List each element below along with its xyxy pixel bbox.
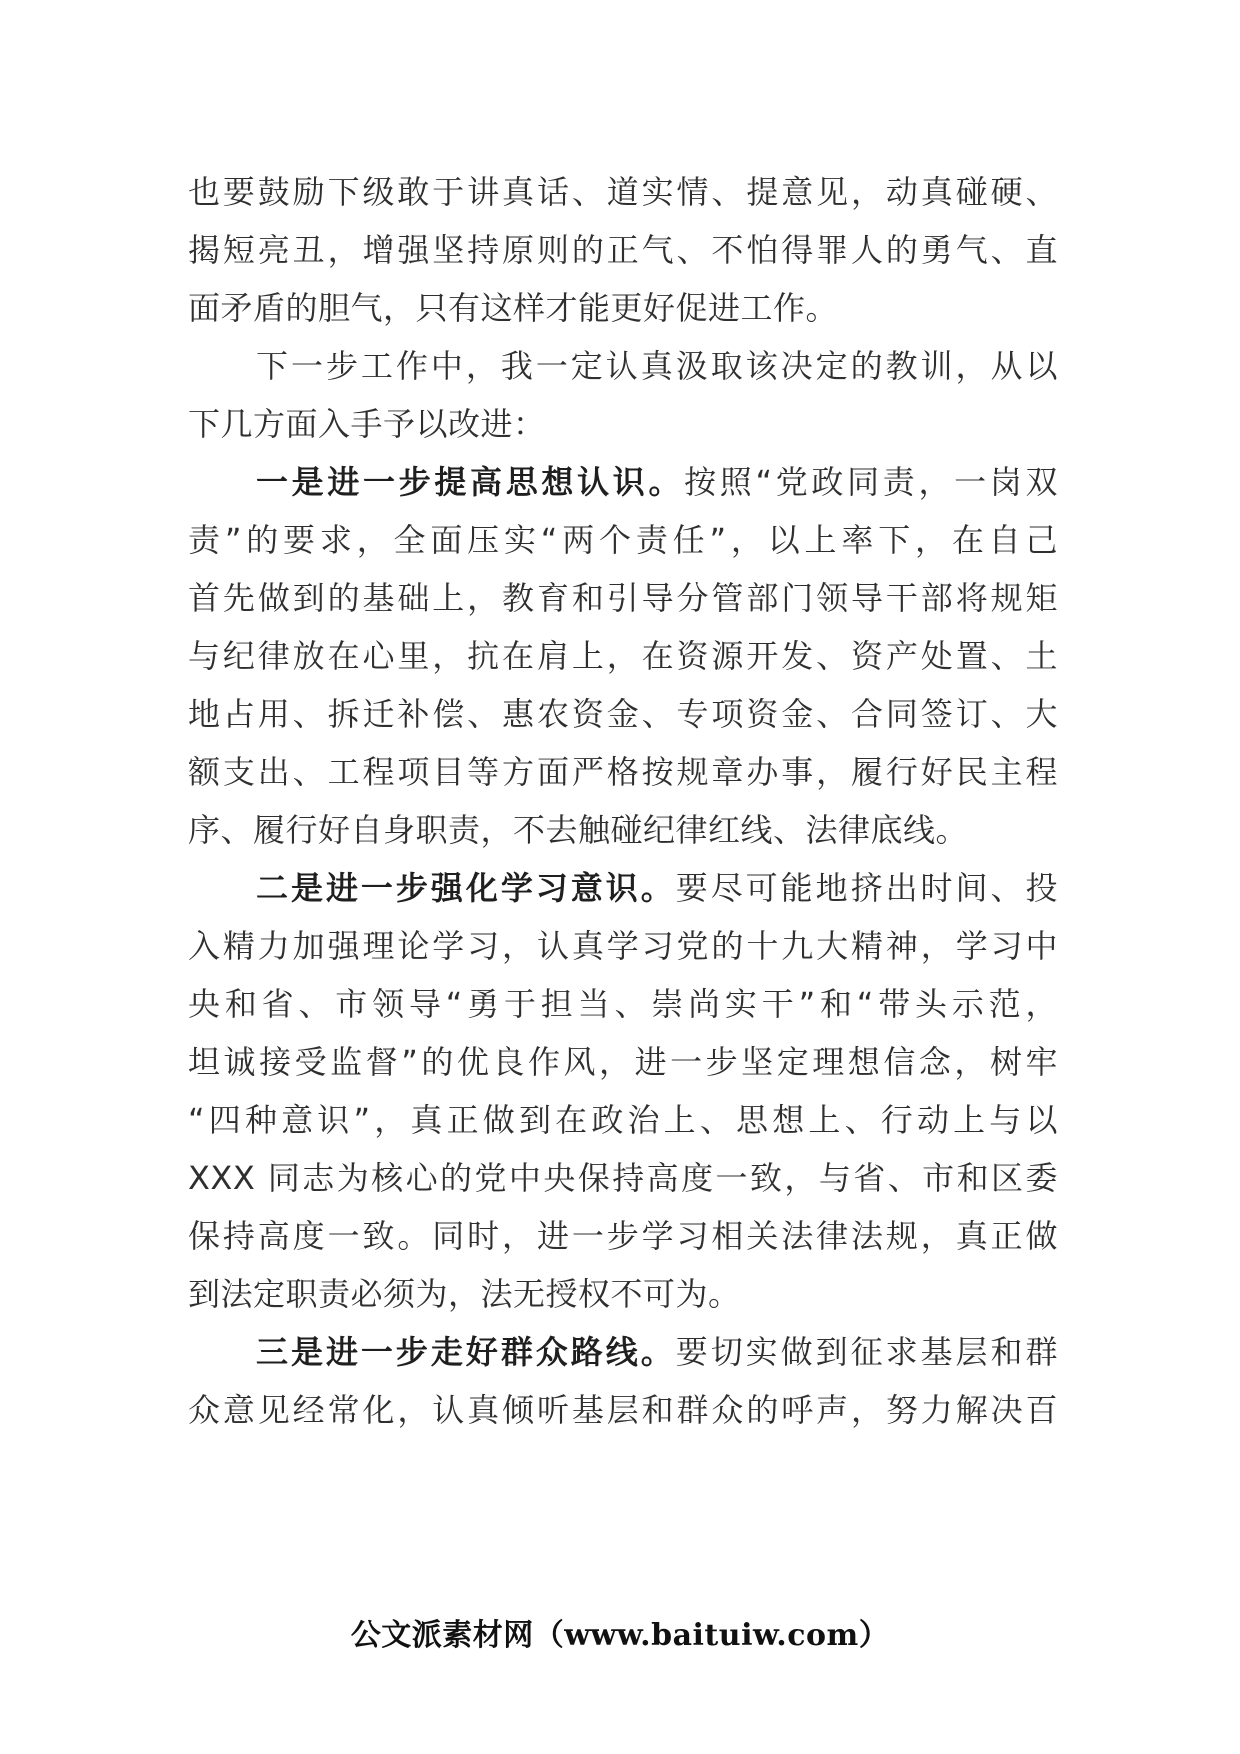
paragraph-first-line [256,858,1058,918]
text-line: 面矛盾的胆气，只有这样才能更好促进工作。 [188,289,839,327]
text-line: 到法定职责必须为，法无授权不可为。 [188,1275,741,1313]
text-line: 坦诚接受监督”的优良作风，进一步坚定理想信念，树牢 [188,1043,1058,1081]
section-heading-2: 二是进一步强化学习意识。 [256,869,676,907]
text-run: 要尽可能地挤出时间、投 [675,869,1058,907]
text-line: 保持高度一致。同时，进一步学习相关法律法规，真正做 [188,1217,1058,1255]
text-line: 央和省、市领导“勇于担当、崇尚实干”和“带头示范， [188,985,1058,1023]
text-line: 下几方面入手予以改进： [188,405,546,443]
text-run: 按照“党政同责，一岗双 [684,463,1058,501]
paragraph-first-line [256,452,1058,512]
text-line: 地占用、拆迁补偿、惠农资金、专项资金、合同签订、大 [188,695,1058,733]
text-run: 要切实做到征求基层和群 [675,1333,1058,1371]
footer-source-note: 公文派素材网（www.baituiw.com） [350,1618,890,1653]
text-line: XXX 同志为核心的党中央保持高度一致，与省、市和区委 [188,1159,1058,1197]
text-line: 揭短亮丑，增强坚持原则的正气、不怕得罪人的勇气、直 [188,231,1058,269]
text-line: 与纪律放在心里，抗在肩上，在资源开发、资产处置、土 [188,637,1058,675]
paragraph-first-line [256,1322,1058,1382]
text-line: 众意见经常化，认真倾听基层和群众的呼声，努力解决百 [188,1391,1058,1429]
paragraph-first-line: 下一步工作中，我一定认真汲取该决定的教训，从以 [256,347,1058,385]
text-line: “四种意识”，真正做到在政治上、思想上、行动上与以 [188,1101,1058,1139]
text-line: 责”的要求，全面压实“两个责任”，以上率下，在自己 [188,521,1058,559]
text-line: 额支出、工程项目等方面严格按规章办事，履行好民主程 [188,753,1058,791]
text-line: 首先做到的基础上，教育和引导分管部门领导干部将规矩 [188,579,1058,617]
text-line: 也要鼓励下级敢于讲真话、道实情、提意见，动真碰硬、 [188,173,1058,211]
section-heading-3: 三是进一步走好群众路线。 [256,1333,676,1371]
text-line: 入精力加强理论学习，认真学习党的十九大精神，学习中 [188,927,1058,965]
section-heading-1: 一是进一步提高思想认识。 [256,463,685,501]
text-line: 序、履行好自身职责，不去触碰纪律红线、法律底线。 [188,811,969,849]
